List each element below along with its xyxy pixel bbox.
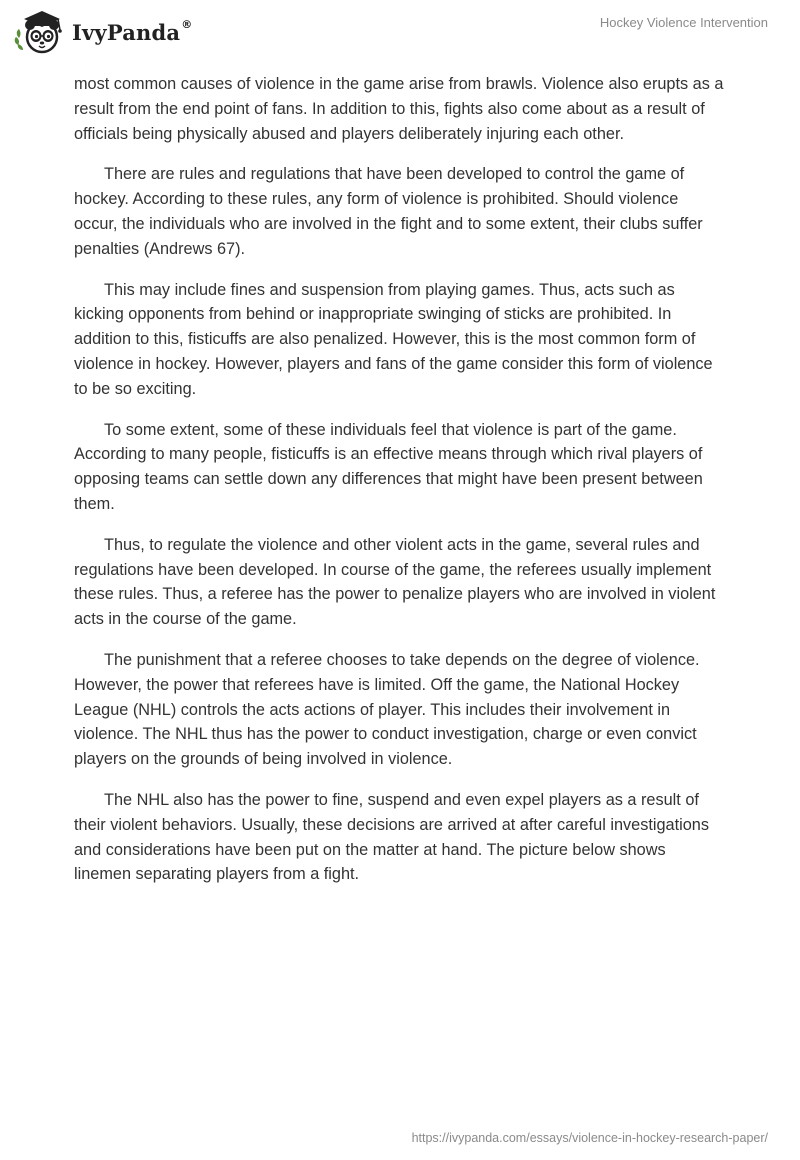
brand-name [72, 17, 193, 45]
paragraph: This may include fines and suspension from playing games. Thus, acts such as kicking opponents from behind or inappropriate swinging of sticks are prohibited. In addition to this, fisticuffs are also penalized. However, this is the most common form of violence in hockey. However, players and fans of the game consider this form of violence to be so exciting. [74, 280, 713, 398]
paragraph: The NHL also has the power to fine, suspend and even expel players as a result of their violent behaviors. Usually, these decisions are arrived at after careful investigations and considerations have been put on the matter at hand. The picture below shows linemen separating players from a fight. [74, 790, 709, 884]
page-header [0, 0, 800, 70]
source-url[interactable]: https://ivypanda.com/essays/violence-in-hockey-research-paper/ [411, 1131, 768, 1145]
brand-name-text: IvyPanda [72, 19, 181, 45]
ivypanda-logo[interactable] [14, 8, 192, 56]
document-title: Hockey Violence Intervention [599, 15, 768, 30]
paragraph: The punishment that a referee chooses to take depends on the degree of violence. However, the power that referees have is limited. Off the game, the National Hockey League (NHL) controls the acts actions of player. This includes their involvement in violence. The NHL thus has the power to conduct investigation, charge or even convict players on the grounds of being involved in violence. [74, 650, 700, 769]
paragraph: To some extent, some of these individuals feel that violence is part of the game. According to many people, fisticuffs is an effective means through which rival players of opposing teams can settle down any differences that might have been present between them. [74, 420, 703, 513]
essay-body [74, 72, 724, 903]
paragraph: There are rules and regulations that have been developed to control the game of hockey. According to these rules, any form of violence is prohibited. Should violence occur, the individuals who are involved in the fight and to some extent, their clubs suffer penalties (Andrews 67). [74, 165, 703, 258]
paragraph: Thus, to regulate the violence and other violent acts in the game, several rules and regulations have been developed. In course of the game, the referees usually implement these rules. Thus, a referee has the power to penalize players who are involved in violent acts in the course of the game. [74, 535, 716, 629]
paragraph: most common causes of violence in the game arise from brawls. Violence also erupts as a result from the end point of fans. In addition to this, fights also come about as a result of officials being physically abused and players deliberately injuring each other. [74, 75, 724, 143]
registered-mark: ® [181, 17, 193, 31]
panda-graduate-icon [14, 8, 68, 56]
